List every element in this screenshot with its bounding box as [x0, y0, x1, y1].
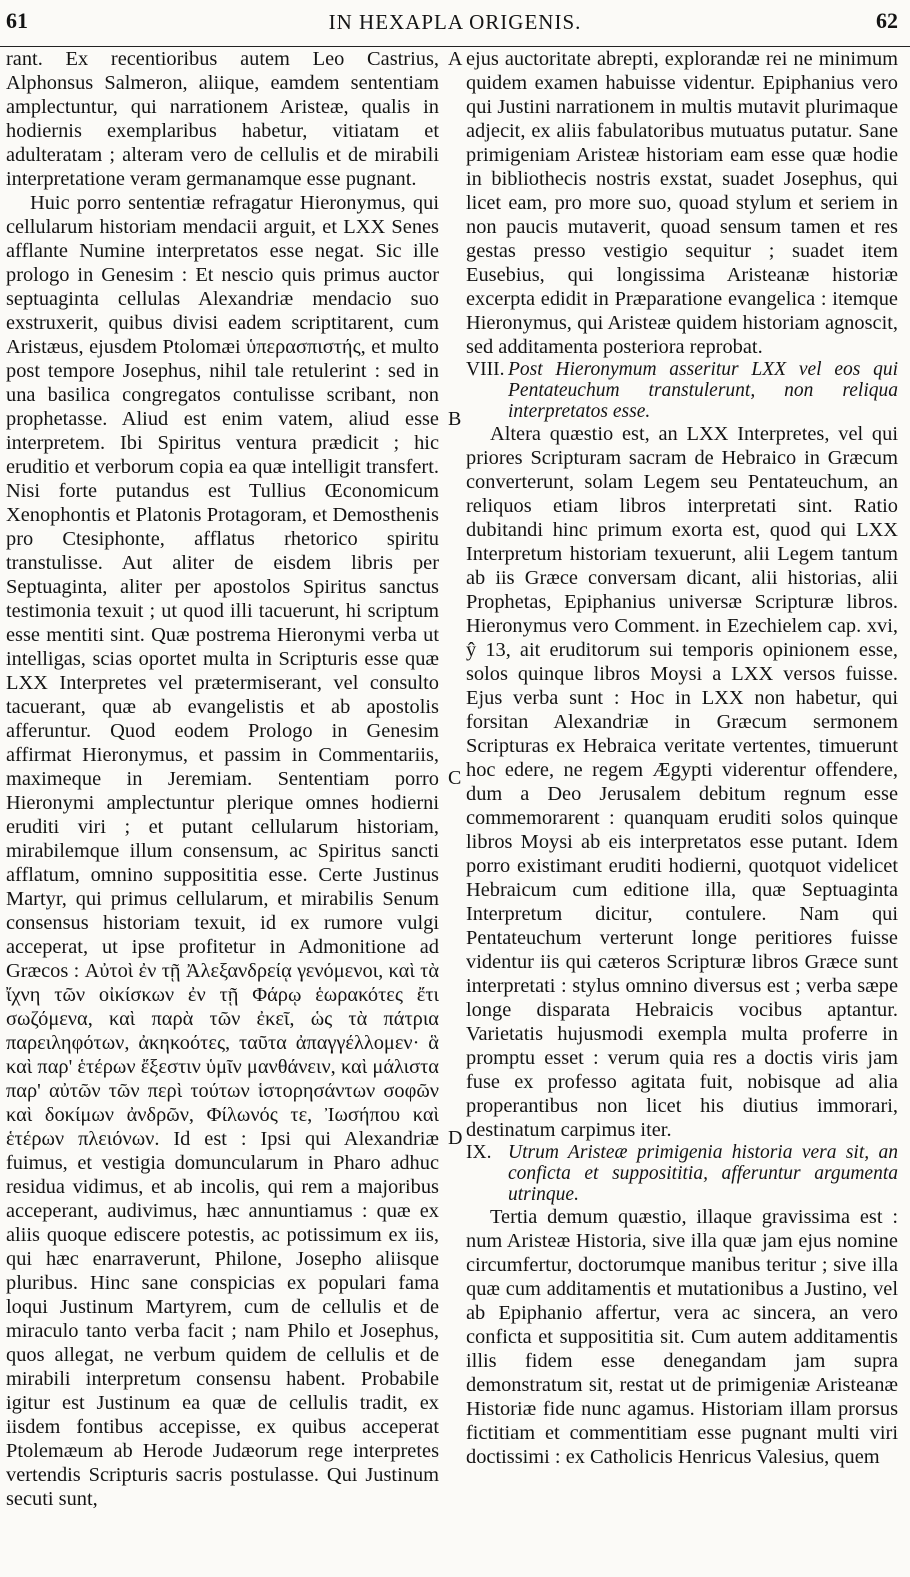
section-heading-8 [466, 359, 898, 422]
margin-marker-c: C [448, 767, 462, 789]
running-title: IN HEXAPLA ORIGENIS. [328, 10, 582, 34]
paragraph: Huic porro sententiæ refragatur Hieronymus, qui cellularum historiam mendacii arguit, et LXX Senes afflante Numine interpretatos esse negat. Sic ille prologo in Genesim : Et nescio quis primus auctor septuaginta cellulas Alexandriæ mendacio suo exstruxerit, quibus divisi eadem scriptitarent, cum Aristæus, ejusdem Ptolomæi ὑπερασπιστής, et multo post tempore Josephus, nihil tale retulerint : sed in una basilica congregatos contulisse scribant, non prophetasse. Aliud est enim vatem, aliud esse interpretem. Ibi Spiritus ventura prædicit ; hic eruditio et verborum copia ea quæ intelligit transfert. Nisi forte putandus est Tullius Œconomicum Xenophontis et Platonis Protagoram, et Demosthenis pro Ctesiphonte, afflatus rhetorico spiritu transtulisse. Aut aliter de eisdem libris per Septuaginta, aliter per apostolos Spiritus sanctus testimonia texuit ; ut quod illi tacuerunt, hi scriptum esse mentiti sint. Quæ postrema Hieronymi verba ut intelligas, scias oportet multa in Scripturis esse quæ LXX Interpretes vel prætermiserant, vel consulto tacuerant, quæ ab evangelistis et ab apostolis afferuntur. Quod eodem Prologo in Genesim affirmat Hieronymus, et passim in Commentariis, maximeque in Jeremiam. Sententiam porro Hieronymi amplectuntur plerique omnes hodierni eruditi viri ; et putant cellularum historiam, mirabilemque illum consensum, ac Spiritus sancti afflatum, omnino supposititia esse. Certe Justinus Martyr, qui primus cellularum, et mirabilis Senum consensus historiam texuit, id ex rumore vulgi acceperat, ut ipse profitetur in Admonitione ad Græcos : Αὐτοὶ ἐν τῇ Ἀλεξανδρείᾳ γενόμενοι, καὶ τὰ ἴχνη τῶν οἰκίσκων ἐν τῇ Φάρῳ ἑωρακότες ἔτι σωζόμενα, καὶ παρὰ τῶν ἐκεῖ, ὡς τὰ πάτρια παρειληφότων, ἀκηκοότες, ταῦτα ἀπαγγέλλομεν· ἃ καὶ παρ' ἑτέρων ἔξεστιν ὑμῖν μανθάνειν, καὶ μάλιστα παρ' αὐτῶν τῶν περὶ τούτων ἱστορησάντων σοφῶν καὶ δοκίμων ἀνδρῶν, Φίλωνός τε, Ἰωσήπου καὶ ἑτέρων πλειόνων. Id est : Ipsi qui Alexandriæ fuimus, et vestigia domuncularum in Pharo adhuc residua vidimus, et ab incolis, qui rem a majoribus acceperant, audivimus, hæc annuntiamus : quæ ex aliis quoque ediscere potestis, ac potissimum ex iis, qui hæc enarraverunt, Philone, Josepho aliisque pluribus. Hinc sane conspicias ex populari fama loqui Justinum Martyrem, cum de cellulis et de miraculo tanto verba facit ; nam Philo et Josephus, quos allegat, ne verbum quidem de cellulis et de mirabili interpretum consensu habent. Probabile igitur est Justinum ea quæ de cellulis tradit, ex iisdem fontibus accepisse, ex quibus acceperat Ptolemæum ab Herode Judæorum rege interpretes vertendis Scripturis sacris postulasse. Qui Justinum secuti sunt, [6, 192, 439, 1510]
margin-marker-a: A [448, 48, 463, 70]
section-title: Utrum Aristeæ primigenia historia vera sit, an conficta et supposititia, afferuntur argumenta utrinque. [508, 1142, 898, 1205]
section-number: IX. [466, 1142, 492, 1163]
section-title: Post Hieronymum asseritur LXX vel eos qui Pentateuchum transtulerunt, non reliqua interpretatos esse. [508, 359, 898, 422]
margin-marker-d: D [448, 1127, 463, 1149]
left-column [6, 47, 439, 1511]
paragraph: ejus auctoritate abrepti, explorandæ rei ne minimum quidem examen habuisse videntur. Epiphanius vero qui Justini narrationem in multis mutavit plurimaque adjecit, ex aliis fabulatoribus mutuatus putatur. Sane primigeniam Aristeæ historiam eam esse quæ hodie in bibliothecis nostris exstat, suadet Josephus, qui licet eam, pro more suo, quoad stylum et seriem in non paucis mutaverit, quoad sensum tamen et res gestas presso vestigio sequitur ; suadet item Eusebius, qui longissima Aristeanæ historiæ excerpta edidit in Præparatione evangelica : itemque Hieronymus, qui Aristeæ quidem historiam agnoscit, sed additamenta posteriora reprobat. [466, 48, 898, 358]
section-number: VIII. [466, 359, 505, 380]
margin-marker-b: B [448, 408, 462, 430]
paragraph: rant. Ex recentioribus autem Leo Castrius, Alphonsus Salmeron, aliique, eamdem sententiam amplectuntur, qui narrationem Aristeæ, qualis in hodiernis exemplaribus habetur, vitiatam et adulteratam ; alteram vero de cellulis et de mirabili interpretatione veram germanamque esse pugnant. [6, 48, 439, 190]
section-heading-9 [466, 1142, 898, 1205]
page-number-left: 61 [6, 8, 28, 33]
paragraph: Tertia demum quæstio, illaque gravissima est : num Aristeæ Historia, sive illa quæ jam ejus nomine circumfertur, doctorumque manibus teritur ; sive illa quæ cum additamentis et mutationibus a Justino, vel ab Epiphanio affertur, vera ac sincera, an vero conficta et supposititia sit. Cum autem additamentis illis fidem esse denegandam jam supra demonstratum sit, restat ut de primigeniæ Aristeanæ Historiæ fide nunc agamus. Historiam illam prorsus fictitiam et commentitiam esse pugnant multi viri doctissimi : ex Catholicis Henricus Valesius, quem [466, 1206, 898, 1468]
paragraph: Altera quæstio est, an LXX Interpretes, vel qui priores Scripturam sacram de Hebraico in Græcum converterunt, solam Legem seu Pentateuchum, an reliquos etiam libros interpretati sint. Ratio dubitandi hinc primum exorta est, quod qui LXX Interpretum historiam texuerunt, alii Legem tantum ab iis Græce conversam dicant, alii historias, alii Prophetas, Epiphanius universæ Scripturæ libros. Hieronymus vero Comment. in Ezechielem cap. xvi, ŷ 13, ait eruditorum sui temporis opinionem esse, solos quinque libros Moysi a LXX versos fuisse. Ejus verba sunt : Hoc in LXX non habetur, qui forsitan Alexandriæ in Græcum sermonem Scripturas ex Hebraica veritate vertentes, timuerunt hoc edere, ne regem Ægypti viderentur offendere, dum a Deo Jerusalem debitum regnum esse commemorarent : quanquam eruditi solos quinque libros Moysi ab eis interpretatos esse putant. Idem porro existimant eruditi hodierni, quotquot videlicet Hebraicum cum editione illa, quæ Septuaginta Interpretum dicitur, contulere. Nam qui Pentateuchum verterunt longe peritiores fuisse videntur iis qui cæteros Scripturæ libros Græce sunt interpretati : stylus omnino diversus est ; verba sæpe longe disparata Hebraicis vocibus aptantur. Varietatis hujusmodi exempla multa proferre in promptu esset : verum quia res a doctis viris jam fuse ex professo agitata fuit, nobisque ad alia properantibus non licet his diutius immorari, destinatum carpimus iter. [466, 423, 898, 1141]
right-column [466, 47, 898, 1469]
running-header [0, 0, 910, 47]
page-number-right: 62 [876, 8, 898, 33]
